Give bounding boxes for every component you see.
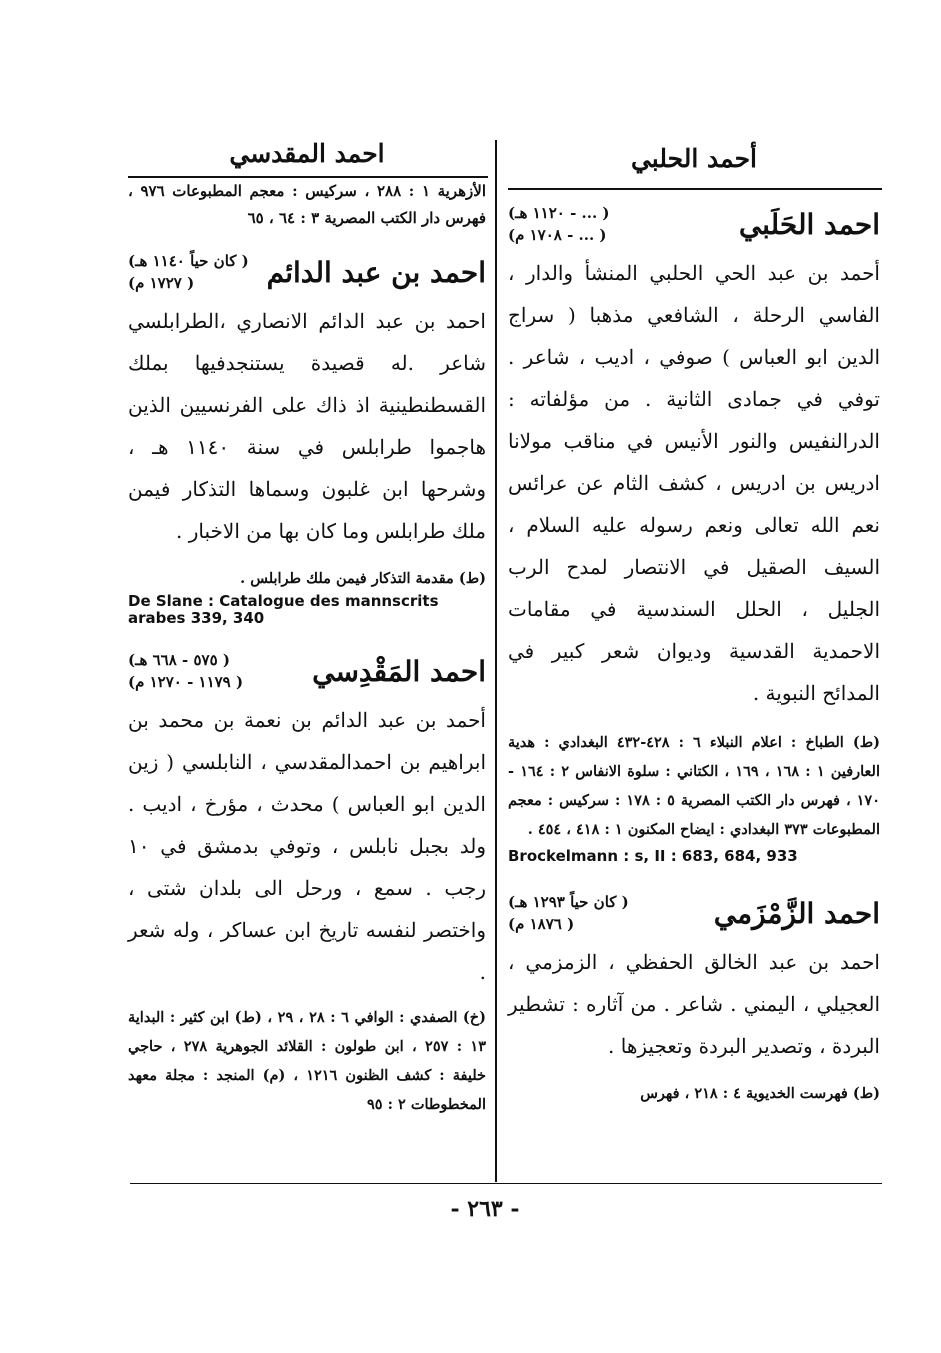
entry-halabi-sources: (ط) الطباخ : اعلام النبلاء ٦ : ٤٢٨-٤٣٢ البغدادي : هدية العارفين ١ : ١٦٨ ، ١٦٩ ، الكتاني : سلوة الانفاس ٢ : ١٦٤ - ١٧٠ ، فهرس دار الكتب المصرية ٥ : ١٧٨ : سركيس : معجم المطبوعات ٣٧٣ البغدادي : ايضاح المكنون ١ : ٤١٨ ، ٤٥٤ . <box>508 734 881 838</box>
entry-abd-aldaim-sources: (ط) مقدمة التذكار فيمن ملك طرابلس . <box>240 570 486 587</box>
entry-maqdisi-body: أحمد بن عبد الدائم بن نعمة بن محمد بن ابراهيم بن احمدالمقدسي ، النابلسي ( زين الدين ابو العباس ) محدث ، مؤرخ ، اديب . ولد بجبل نابلس ، وتوفي بدمشق في ١٠ رجب . سمع ، ورحل الى بلدان شتى ، واختصر لنفسه تاريخ ابن عساكر ، وله شعر . <box>128 708 486 984</box>
entry-halabi-body: أحمد بن عبد الحي الحلبي المنشأ والدار ، الفاسي الرحلة ، الشافعي مذهبا ( سراج الدين ابو العباس ) صوفي ، اديب ، شاعر . توفي في جمادى الثانية . من مؤلفاته : الدرالنفيس والنور الأنيس في مناقب مولانا ادريس بن ادريس ، كشف الثام عن عرائس نعم الله تعالى ونعم رسوله عليه السلام ، السيف الصقيل في الانتصار لمدح الرب الجليل ، الحلل السندسية في مقامات الاحمدية القدسية وديوان شعر كبير في المدائح النبوية . <box>508 261 880 705</box>
entry-abd-aldaim-dates-gregorian: ( ١٧٢٧ م) <box>128 274 195 292</box>
entry-maqdisi-dates-gregorian: ( ١١٧٩ - ١٢٧٠ م) <box>128 673 244 691</box>
footer-rule <box>130 1183 882 1184</box>
left-column-header: احمد المقدسي <box>229 139 385 168</box>
entry-zamzami-dates-hijri: ( كان حياً ١٢٩٣ هـ) <box>508 893 629 911</box>
entry-zamzami-name: احمد الزَّمْزَمي <box>713 896 880 930</box>
entry-halabi-name: احمد الحَلَبي <box>738 207 880 241</box>
entry-maqdisi-dates-hijri: ( ٥٧٥ - ٦٦٨ هـ) <box>128 651 230 669</box>
entry-halabi-latin-ref: Brockelmann : s, II : 683, 684, 933 <box>508 847 798 865</box>
entry-zamzami-body: احمد بن عبد الخالق الحفظي ، الزمزمي ، العجيلي ، اليمني . شاعر . من آثاره : تشطير البردة ، وتصدير البردة وتعجيزها . <box>508 950 880 1058</box>
entry-zamzami-dates-gregorian: ( ١٨٧٦ م) <box>508 915 575 933</box>
entry-abd-aldaim-latin-ref: De Slane : Catalogue des mannscrits arabes 339, 340 <box>128 592 439 627</box>
right-column <box>508 130 880 1108</box>
entry-abd-aldaim-head <box>128 250 486 294</box>
continuation-sources: الأزهرية ١ : ٢٨٨ ، سركيس : معجم المطبوعات ٩٧٦ ، فهرس دار الكتب المصرية ٣ : ٦٤ ، ٦٥ <box>128 182 486 227</box>
entry-maqdisi-sources: (خ) الصفدي : الوافي ٦ : ٢٨ ، ٢٩ ، (ط) ابن كثير : البداية ١٣ : ٢٥٧ ، ابن طولون : القلائد الجوهرية ٢٧٨ ، حاجي خليفة : كشف الظنون ١٢١٦ ، (م) المنجد : مجلة معهد المخطوطات ٢ : ٩٥ <box>128 1009 487 1113</box>
column-divider <box>495 140 497 1182</box>
entry-zamzami-head <box>508 891 880 935</box>
entry-halabi-dates-hijri: ( ... - ١١٢٠ هـ) <box>508 204 610 222</box>
entry-halabi-dates-gregorian: ( ... - ١٧٠٨ م) <box>508 226 607 244</box>
page-number: - ٢٦٣ - <box>450 1196 520 1222</box>
entry-abd-aldaim-body: احمد بن عبد الدائم الانصاري ،الطرابلسي شاعر .له قصيدة يستنجدفيها بملك القسطنطينية اذ ذاك على الفرنسيين الذين هاجموا طرابلس في سنة ١١٤٠ هـ ، وشرحها ابن غلبون وسماها التذكار فيمن ملك طرابلس وما كان بها من الاخبار . <box>128 309 487 543</box>
entry-maqdisi-name: احمد المَقْدِسي <box>312 654 486 688</box>
entry-abd-aldaim-dates <box>128 250 249 294</box>
entry-zamzami-sources: (ط) فهرست الخديوية ٤ : ٢١٨ ، فهرس <box>640 1085 880 1102</box>
entry-halabi-head <box>508 202 880 246</box>
left-column <box>128 130 486 1119</box>
entry-halabi-dates <box>508 202 610 246</box>
entry-maqdisi-head <box>128 649 486 693</box>
right-column-header: أحمد الحلبي <box>630 144 758 173</box>
entry-abd-aldaim-name: احمد بن عبد الدائم <box>266 255 486 289</box>
entry-zamzami-dates <box>508 891 629 935</box>
entry-abd-aldaim-dates-hijri: ( كان حياً ١١٤٠ هـ) <box>128 252 249 270</box>
entry-maqdisi-dates <box>128 649 243 693</box>
